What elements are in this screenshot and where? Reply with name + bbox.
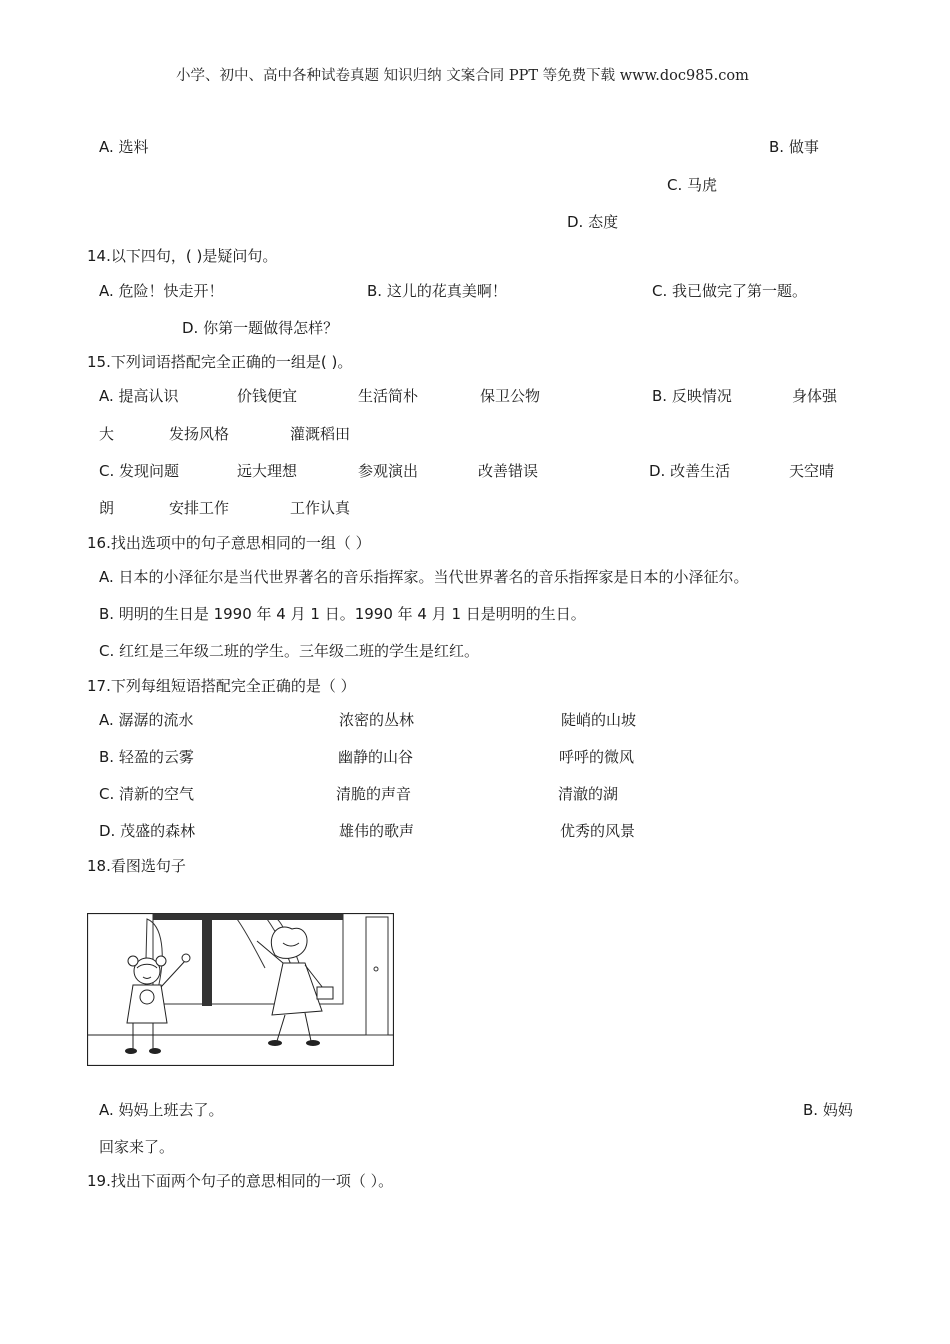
page-header: 小学、初中、高中各种试卷真题 知识归纳 文案合同 PPT 等免费下载 www.doc985.com (176, 68, 749, 84)
q14-option-c[interactable]: C. 我已做完了第一题。 (652, 282, 808, 300)
q15-b-word-2: 身体强 (792, 387, 838, 405)
q15-d-word-3: 安排工作 (169, 499, 230, 517)
q17-b-phrase-2: 幽静的山谷 (338, 748, 414, 766)
q15-d-word-2: 天空晴 (789, 462, 835, 480)
q17-option-c[interactable]: C. 清新的空气 (99, 785, 195, 803)
q17-a-phrase-3: 陡峭的山坡 (561, 711, 637, 729)
q15-d-word-4: 工作认真 (290, 499, 351, 517)
mother-daughter-illustration (87, 913, 394, 1066)
q15-a-word-2: 价钱便宜 (237, 387, 298, 405)
q16-stem: 16.找出选项中的句子意思相同的一组（ ） (87, 534, 371, 552)
q17-c-phrase-3: 清澈的湖 (558, 785, 619, 803)
q15-d-word-2-wrap: 朗 (99, 499, 115, 517)
q19-stem: 19.找出下面两个句子的意思相同的一项（ ）。 (87, 1172, 394, 1190)
q17-option-b[interactable]: B. 轻盈的云雾 (99, 748, 194, 766)
q15-option-b[interactable]: B. 反映情况 (652, 387, 732, 405)
q14-option-a[interactable]: A. 危险！快走开！ (99, 282, 224, 300)
q17-c-phrase-2: 清脆的声音 (336, 785, 412, 803)
q17-b-phrase-3: 呼呼的微风 (559, 748, 635, 766)
q15-b-word-4: 灌溉稻田 (290, 425, 351, 443)
q18-option-b-wrap: 回家来了。 (99, 1138, 175, 1156)
q18-option-b[interactable]: B. 妈妈 (803, 1101, 853, 1119)
q16-option-a[interactable]: A. 日本的小泽征尔是当代世界著名的音乐指挥家。当代世界著名的音乐指挥家是日本的小泽征尔。 (99, 568, 749, 586)
q13-option-c[interactable]: C. 马虎 (667, 176, 718, 194)
q15-a-word-4: 保卫公物 (480, 387, 541, 405)
q15-b-word-3: 发扬风格 (169, 425, 230, 443)
q14-option-b[interactable]: B. 这儿的花真美啊！ (367, 282, 507, 300)
q17-a-phrase-2: 浓密的丛林 (339, 711, 415, 729)
q17-option-a[interactable]: A. 潺潺的流水 (99, 711, 194, 729)
q15-stem: 15.下列词语搭配完全正确的一组是( )。 (87, 353, 353, 371)
q15-c-word-2: 远大理想 (237, 462, 298, 480)
q17-option-d[interactable]: D. 茂盛的森林 (99, 822, 196, 840)
q15-c-word-3: 参观演出 (358, 462, 419, 480)
q15-option-d[interactable]: D. 改善生活 (649, 462, 731, 480)
q17-stem: 17.下列每组短语搭配完全正确的是（ ） (87, 677, 356, 695)
q15-c-word-4: 改善错误 (478, 462, 539, 480)
q14-stem: 14.以下四句，( )是疑问句。 (87, 247, 278, 265)
q16-option-b[interactable]: B. 明明的生日是 1990 年 4 月 1 日。1990 年 4 月 1 日是明明的生日。 (99, 605, 586, 623)
q14-option-d[interactable]: D. 你第一题做得怎样？ (182, 319, 339, 337)
q18-stem: 18.看图选句子 (87, 857, 186, 875)
q16-option-c[interactable]: C. 红红是三年级二班的学生。三年级二班的学生是红红。 (99, 642, 480, 660)
q17-d-phrase-3: 优秀的风景 (560, 822, 636, 840)
q15-option-a[interactable]: A. 提高认识 (99, 387, 179, 405)
q15-b-word-2-wrap: 大 (99, 425, 115, 443)
q15-a-word-3: 生活简朴 (358, 387, 419, 405)
q13-option-b[interactable]: B. 做事 (769, 138, 819, 156)
q15-option-c[interactable]: C. 发现问题 (99, 462, 180, 480)
q13-option-a[interactable]: A. 选料 (99, 138, 149, 156)
q17-d-phrase-2: 雄伟的歌声 (339, 822, 415, 840)
q13-option-d[interactable]: D. 态度 (567, 213, 619, 231)
q18-option-a[interactable]: A. 妈妈上班去了。 (99, 1101, 224, 1119)
